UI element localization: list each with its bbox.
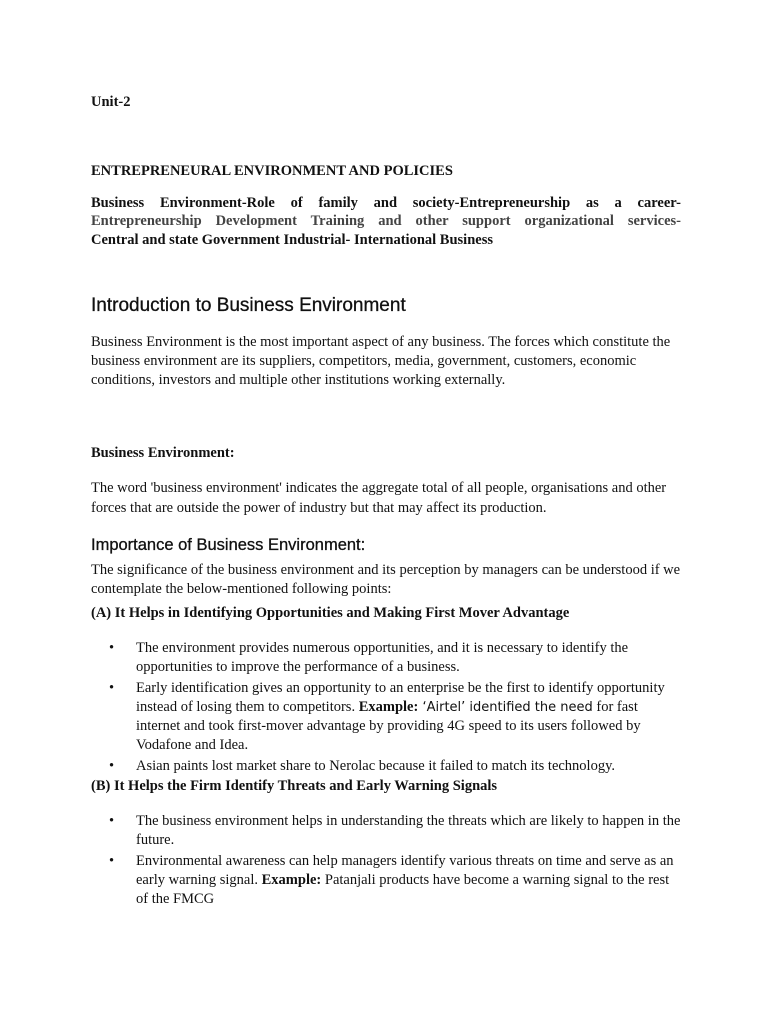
bullet-text: Early identification gives an opportunity to an enterprise be the first to identify opportunity instead of losing them to competitors.	[136, 680, 665, 715]
intro-paragraph: Business Environment is the most important aspect of any business. The forces which constitute the business environment are its suppliers, competitors, media, government, customers, economic conditions, investors and multiple other institutions working externally.	[91, 334, 671, 388]
example-label: Example:	[358, 699, 419, 715]
list-item	[91, 757, 681, 776]
bullet-text: The environment provides numerous opportunities, and it is necessary to identify the opportunities to improve the performance of a business.	[136, 640, 629, 675]
bullet-text: Asian paints lost market share to Nerolac because it failed to match its technology.	[136, 758, 616, 774]
chapter-title: ENTREPRENEURAL ENVIRONMENT AND POLICIES	[91, 163, 453, 179]
definition-heading: Business Environment:	[91, 445, 235, 461]
list-item	[91, 852, 681, 909]
section-b-bullets	[91, 812, 681, 911]
section-a-bullets	[91, 639, 681, 778]
bullet-icon: •	[109, 680, 115, 696]
importance-paragraph: The significance of the business environment and its perception by managers can be understood if we contemplate the below-mentioned following points:	[91, 562, 681, 597]
section-b-heading: (B) It Helps the Firm Identify Threats and Early Warning Signals	[91, 778, 498, 794]
section-a-heading: (A) It Helps in Identifying Opportunities and Making First Mover Advantage	[91, 605, 570, 621]
bullet-text-handwritten: ‘Airtel’ identified the need	[418, 700, 593, 715]
example-label: Example:	[261, 872, 322, 888]
bullet-icon: •	[109, 853, 115, 869]
intro-heading: Introduction to Business Environment	[91, 295, 406, 316]
list-item	[91, 679, 681, 755]
unit-label: Unit-2	[91, 94, 131, 110]
bullet-text: Patanjali products have become a warning signal to the rest of the FMCG	[136, 872, 670, 907]
bullet-icon: •	[109, 758, 115, 774]
list-item	[91, 639, 681, 677]
bullet-text: The business environment helps in understanding the threats which are likely to happen in the future.	[136, 813, 681, 848]
topics-line-2: Entrepreneurship Development Training and other support organizational services-	[91, 213, 681, 229]
bullet-icon: •	[109, 640, 115, 656]
definition-paragraph: The word 'business environment' indicates the aggregate total of all people, organisations and other forces that are outside the power of industry but that may affect its production.	[91, 480, 667, 516]
topics-line-3: Central and state Government Industrial- International Business	[91, 232, 493, 248]
bullet-text: Environmental awareness can help managers identify various threats on time and serve as an early warning signal.	[136, 853, 674, 888]
list-item	[91, 812, 681, 850]
importance-heading: Importance of Business Environment:	[91, 536, 366, 554]
bullet-icon: •	[109, 813, 115, 829]
bullet-text: for fast internet and took first-mover advantage by providing 4G speed to its users followed by Vodafone and Idea.	[136, 699, 641, 753]
topics-line-1: Business Environment-Role of family and society-Entrepreneurship as a career-	[91, 195, 681, 211]
